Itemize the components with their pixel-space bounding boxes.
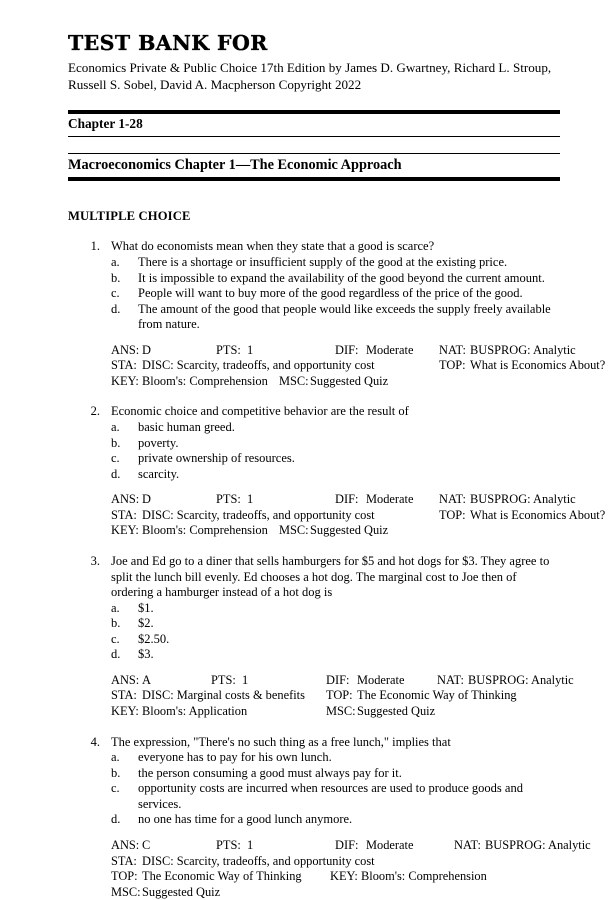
answer-label-top: TOP: — [326, 688, 353, 703]
answer-row — [111, 672, 574, 689]
answer-row — [111, 688, 560, 704]
option-text: $1. — [138, 600, 154, 615]
answer-label-key: KEY: — [111, 704, 139, 719]
answer-label-pts: PTS: — [216, 342, 241, 357]
question-stem: Economic choice and competitive behavior are the result of — [111, 404, 409, 419]
option-item[interactable] — [111, 436, 560, 452]
answer-field-msc — [326, 704, 435, 720]
answer-field-ans — [111, 673, 211, 689]
option-list — [111, 255, 560, 333]
answer-value-msc: Suggested Quiz — [310, 373, 389, 388]
option-text: no one has time for a good lunch anymore. — [138, 812, 353, 827]
page-title: TEST BANK FOR — [68, 31, 268, 55]
header-spacer — [68, 93, 560, 110]
answer-value-top: What is Economics About? — [470, 358, 606, 373]
question-item — [68, 553, 574, 720]
answer-value-ans: A — [142, 672, 151, 687]
answer-label-sta: STA: — [111, 507, 137, 522]
answer-label-dif: DIF: — [335, 837, 359, 852]
question-item — [68, 734, 591, 900]
answer-field-ans — [111, 492, 216, 508]
answer-value-dif: Moderate — [366, 492, 414, 507]
answer-value-dif: Moderate — [366, 837, 414, 852]
option-list — [111, 750, 560, 828]
answer-row — [111, 342, 576, 359]
answer-field-msc — [279, 374, 388, 390]
answer-field-top — [439, 358, 605, 374]
question-stem: Joe and Ed go to a diner that sells hamburgers for $5 and hot dogs for $3. They agree to split the lunch bill evenly. Ed chooses a hot dog. The marginal cost to Joe then of ordering a hamburger instead of a hot dog is — [111, 553, 550, 600]
section-band-label: Macroeconomics Chapter 1—The Economic Approach — [68, 156, 402, 173]
answer-label-ans: ANS: — [111, 672, 140, 687]
answer-field-key — [111, 523, 279, 539]
option-item[interactable] — [111, 647, 560, 663]
answer-field-ans — [111, 343, 216, 359]
answer-metadata — [111, 342, 606, 390]
answer-value-top: What is Economics About? — [470, 507, 606, 522]
answer-label-nat: NAT: — [439, 342, 466, 357]
answer-row — [111, 523, 560, 539]
answer-value-top: The Economic Way of Thinking — [357, 688, 517, 703]
answer-label-key: KEY: — [330, 869, 358, 884]
answer-field-nat — [439, 343, 576, 359]
answer-value-key: Bloom's: Comprehension — [361, 869, 487, 884]
chapter-band-label: Chapter 1-28 — [68, 116, 143, 132]
option-text: $3. — [138, 647, 154, 662]
option-text: private ownership of resources. — [138, 451, 295, 466]
document-header — [68, 33, 560, 93]
option-text: $2.50. — [138, 631, 170, 646]
answer-field-nat — [437, 673, 574, 689]
answer-label-top: TOP: — [439, 358, 466, 373]
option-item[interactable] — [111, 616, 560, 632]
page-content — [68, 31, 606, 900]
answer-value-ans: D — [142, 342, 151, 357]
chapter-band — [68, 114, 560, 136]
option-letter: c. — [111, 781, 120, 796]
option-letter: c. — [111, 451, 120, 466]
option-item[interactable] — [111, 632, 560, 648]
answer-label-msc: MSC: — [279, 373, 309, 388]
answer-value-dif: Moderate — [357, 672, 405, 687]
answer-row — [111, 885, 560, 900]
option-item[interactable] — [111, 255, 560, 271]
answer-value-msc: Suggested Quiz — [142, 884, 221, 899]
option-letter: c. — [111, 286, 120, 301]
answer-value-sta: DISC: Scarcity, tradeoffs, and opportunity cost — [142, 358, 375, 373]
option-letter: a. — [111, 750, 120, 765]
option-letter: b. — [111, 270, 121, 285]
option-letter: c. — [111, 631, 120, 646]
answer-row — [111, 704, 560, 720]
option-item[interactable] — [111, 766, 560, 782]
option-text: It is impossible to expand the availability of the good beyond the current amount. — [138, 270, 545, 285]
document-subtitle: Economics Private & Public Choice 17th Edition by James D. Gwartney, Richard L. Stroup, Russell S. Sobel, David A. Macpherson Copyright 2022 — [68, 59, 552, 92]
answer-label-msc: MSC: — [279, 523, 309, 538]
answer-label-nat: NAT: — [437, 672, 464, 687]
answer-field-sta — [111, 358, 439, 374]
answer-value-pts: 1 — [247, 492, 254, 507]
answer-label-sta: STA: — [111, 853, 137, 868]
band-spacer — [68, 137, 560, 153]
section-spacer — [68, 181, 560, 209]
section-heading-multiple-choice: MULTIPLE CHOICE — [68, 209, 191, 224]
answer-field-key — [111, 374, 279, 390]
answer-row — [111, 358, 606, 374]
option-list — [111, 601, 560, 663]
question-number: 3. — [90, 553, 100, 568]
answer-value-ans: C — [142, 837, 151, 852]
option-list — [111, 420, 560, 482]
answer-label-sta: STA: — [111, 358, 137, 373]
answer-metadata — [111, 837, 591, 900]
option-item[interactable] — [111, 451, 560, 467]
answer-value-pts: 1 — [242, 672, 249, 687]
option-item[interactable] — [111, 812, 560, 828]
option-item[interactable] — [111, 601, 560, 617]
question-stem: What do economists mean when they state that a good is scarce? — [111, 239, 435, 254]
answer-label-pts: PTS: — [216, 492, 241, 507]
option-letter: a. — [111, 600, 120, 615]
answer-field-pts — [216, 838, 335, 854]
option-letter: d. — [111, 812, 121, 827]
answer-value-pts: 1 — [247, 342, 254, 357]
answer-value-nat: BUSPROG: Analytic — [470, 342, 576, 357]
answer-label-ans: ANS: — [111, 492, 140, 507]
answer-label-sta: STA: — [111, 688, 137, 703]
question-number: 1. — [90, 239, 100, 254]
answer-value-nat: BUSPROG: Analytic — [470, 492, 576, 507]
answer-field-sta — [111, 688, 326, 704]
answer-field-key — [330, 869, 498, 885]
question-stem: The expression, "There's no such thing as a free lunch," implies that — [111, 734, 451, 749]
answer-value-key: Bloom's: Application — [142, 704, 248, 719]
answer-label-msc: MSC: — [111, 884, 141, 899]
answer-field-msc — [279, 523, 388, 539]
option-letter: b. — [111, 616, 121, 631]
answer-value-sta: DISC: Marginal costs & benefits — [142, 688, 305, 703]
answer-field-dif — [335, 838, 454, 854]
answer-field-sta — [111, 854, 439, 870]
answer-row — [111, 374, 560, 390]
answer-row — [111, 507, 606, 524]
answer-label-dif: DIF: — [335, 342, 359, 357]
option-text: basic human greed. — [138, 420, 235, 435]
option-item[interactable] — [111, 286, 560, 302]
answer-value-dif: Moderate — [366, 342, 414, 357]
answer-row — [111, 837, 591, 854]
answer-label-msc: MSC: — [326, 704, 356, 719]
answer-field-sta — [111, 508, 439, 524]
answer-label-dif: DIF: — [335, 492, 359, 507]
option-item[interactable] — [111, 271, 560, 287]
answer-row — [111, 492, 576, 508]
answer-label-key: KEY: — [111, 523, 139, 538]
answer-label-pts: PTS: — [211, 672, 236, 687]
answer-label-top: TOP: — [111, 869, 138, 884]
option-letter: d. — [111, 466, 121, 481]
option-item[interactable] — [111, 781, 560, 812]
answer-value-key: Bloom's: Comprehension — [142, 373, 268, 388]
answer-value-nat: BUSPROG: Analytic — [485, 837, 591, 852]
answer-value-msc: Suggested Quiz — [310, 523, 389, 538]
answer-row — [111, 869, 560, 885]
answer-label-nat: NAT: — [439, 492, 466, 507]
answer-value-ans: D — [142, 492, 151, 507]
option-letter: a. — [111, 254, 120, 269]
option-letter: d. — [111, 301, 121, 316]
option-item[interactable] — [111, 420, 560, 436]
option-text: There is a shortage or insufficient supply of the good at the existing price. — [138, 254, 508, 269]
option-item[interactable] — [111, 750, 560, 766]
answer-value-sta: DISC: Scarcity, tradeoffs, and opportunity cost — [142, 853, 375, 868]
answer-label-nat: NAT: — [454, 837, 481, 852]
answer-field-nat — [439, 492, 576, 508]
option-letter: b. — [111, 435, 121, 450]
answer-field-dif — [335, 492, 439, 508]
option-text: $2. — [138, 616, 154, 631]
answer-label-key: KEY: — [111, 373, 139, 388]
option-text: everyone has to pay for his own lunch. — [138, 750, 332, 765]
option-item[interactable] — [111, 467, 560, 483]
question-item — [68, 239, 606, 389]
answer-field-top — [111, 869, 330, 885]
answer-metadata — [111, 672, 574, 720]
answer-value-msc: Suggested Quiz — [357, 704, 436, 719]
answer-field-dif — [335, 343, 439, 359]
answer-value-pts: 1 — [247, 837, 254, 852]
answer-value-key: Bloom's: Comprehension — [142, 523, 268, 538]
answer-field-pts — [211, 673, 326, 689]
answer-field-top — [326, 688, 517, 704]
option-letter: a. — [111, 420, 120, 435]
question-item — [68, 404, 606, 539]
option-text: opportunity costs are incurred when resources are used to produce goods and services. — [138, 781, 523, 811]
answer-field-msc — [111, 885, 220, 900]
answer-value-nat: BUSPROG: Analytic — [468, 672, 574, 687]
answer-label-ans: ANS: — [111, 837, 140, 852]
option-text: The amount of the good that people would like exceeds the supply freely available from nature. — [138, 301, 551, 332]
answer-row — [111, 854, 560, 870]
option-text: scarcity. — [138, 466, 180, 481]
option-item[interactable] — [111, 302, 560, 333]
question-number: 4. — [90, 734, 100, 749]
question-number: 2. — [90, 404, 100, 419]
option-text: poverty. — [138, 435, 179, 450]
answer-metadata — [111, 492, 606, 539]
answer-label-ans: ANS: — [111, 342, 140, 357]
option-text: the person consuming a good must always pay for it. — [138, 765, 402, 780]
answer-field-pts — [216, 492, 335, 508]
answer-field-key — [111, 704, 326, 720]
answer-field-nat — [454, 838, 591, 854]
option-letter: b. — [111, 765, 121, 780]
answer-label-dif: DIF: — [326, 672, 350, 687]
answer-value-sta: DISC: Scarcity, tradeoffs, and opportunity cost — [142, 507, 375, 522]
answer-field-dif — [326, 673, 437, 689]
answer-field-top — [439, 508, 605, 524]
answer-field-ans — [111, 838, 216, 854]
option-text: People will want to buy more of the good regardless of the price of the good. — [138, 286, 523, 301]
answer-value-top: The Economic Way of Thinking — [142, 869, 302, 884]
answer-field-pts — [216, 343, 335, 359]
question-list — [68, 239, 606, 900]
answer-label-top: TOP: — [439, 507, 466, 522]
option-letter: d. — [111, 647, 121, 662]
answer-label-pts: PTS: — [216, 837, 241, 852]
section-band — [68, 154, 560, 177]
